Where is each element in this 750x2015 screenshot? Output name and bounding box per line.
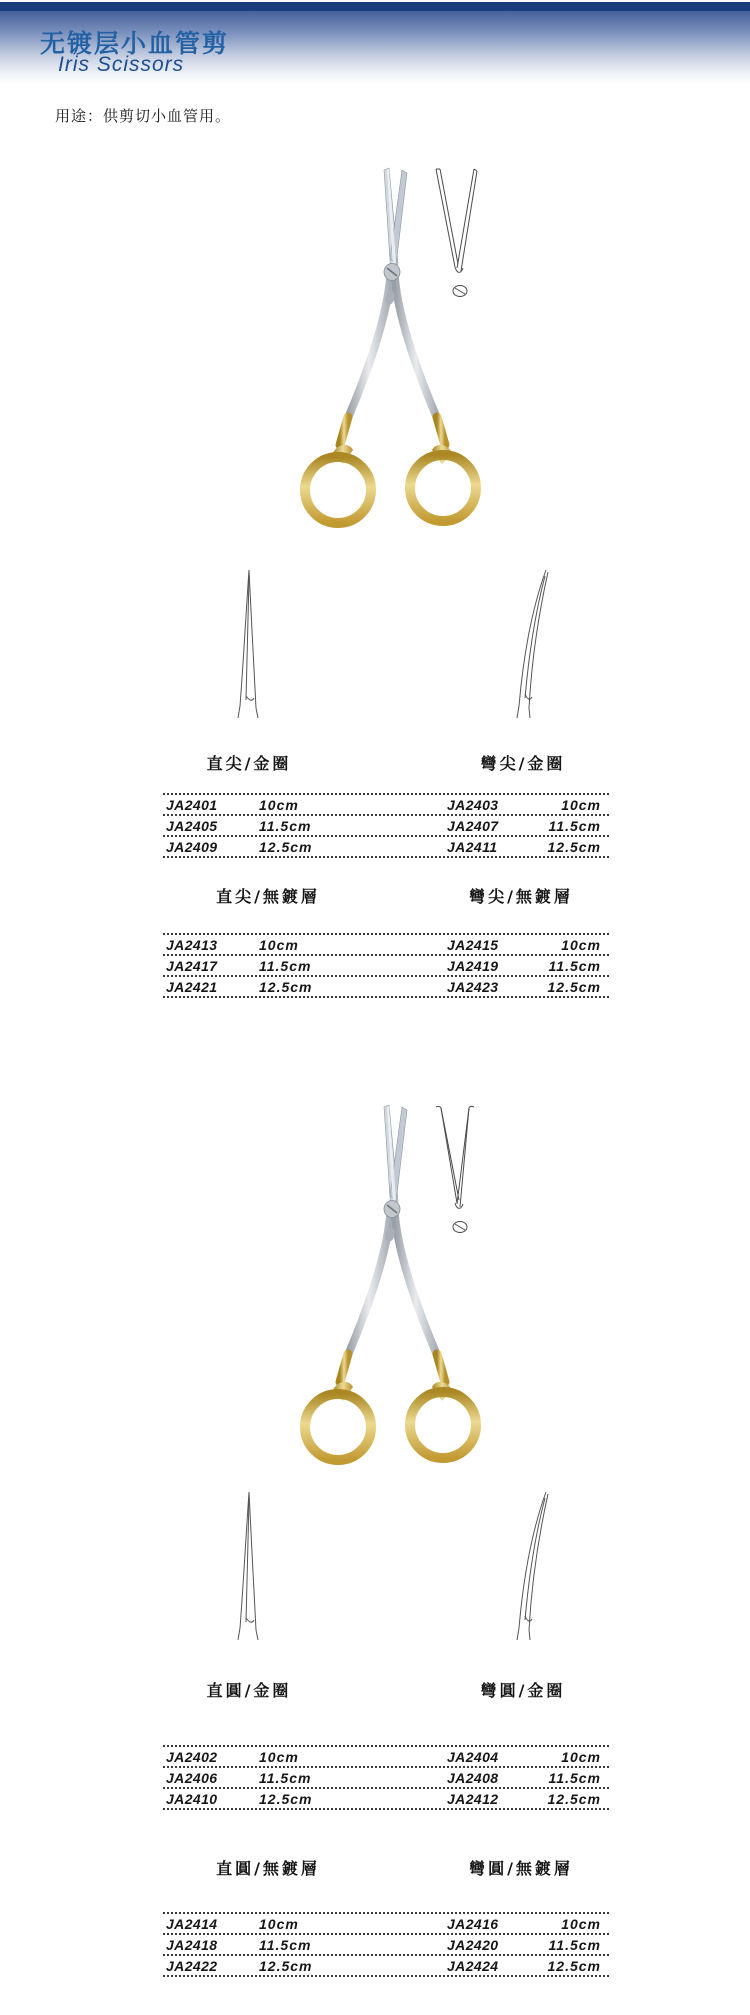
blade-tips-drawing-sharp (430, 167, 480, 315)
model-code: JA2408 (447, 1769, 499, 1786)
table-header-straight-sharp-gold: 直尖/金圈 (206, 754, 292, 773)
model-code: JA2401 (166, 796, 218, 813)
table-row (163, 1933, 609, 1954)
size-value: 10cm (259, 936, 299, 953)
table-row (163, 814, 609, 835)
size-value: 10cm (259, 1748, 299, 1765)
table-row (163, 1912, 609, 1933)
model-code: JA2420 (447, 1936, 499, 1953)
table-header-curved-blunt-gold: 彎圓/金圈 (480, 1681, 566, 1700)
size-value: 11.5cm (548, 1936, 601, 1953)
size-value: 10cm (561, 936, 601, 953)
straight-tip-drawing-sharp (236, 568, 262, 720)
table-header-curved-blunt-uncoated: 彎圓/無鍍層 (469, 1859, 573, 1878)
table-row (163, 1745, 609, 1766)
model-code: JA2407 (447, 817, 499, 834)
size-value: 12.5cm (259, 1957, 313, 1974)
size-value: 12.5cm (547, 1957, 601, 1974)
size-value: 12.5cm (259, 978, 313, 995)
model-code: JA2416 (447, 1915, 499, 1932)
size-value: 11.5cm (259, 817, 312, 834)
size-value: 10cm (561, 796, 601, 813)
catalog-table-sharp-gold (163, 793, 609, 858)
model-code: JA2413 (166, 936, 218, 953)
size-value: 10cm (561, 1915, 601, 1932)
model-code: JA2421 (166, 978, 218, 995)
page-title: 无镀层小血管剪 (40, 30, 230, 58)
size-value: 11.5cm (259, 1936, 312, 1953)
model-code: JA2402 (166, 1748, 218, 1765)
model-code: JA2403 (447, 796, 499, 813)
size-value: 11.5cm (259, 957, 312, 974)
table-header-curved-sharp-gold: 彎尖/金圈 (480, 754, 566, 773)
table-row (163, 1954, 609, 1975)
catalog-table-sharp-uncoated (163, 933, 609, 998)
curved-tip-drawing-sharp (512, 568, 552, 720)
model-code: JA2406 (166, 1769, 218, 1786)
straight-tip-drawing-blunt (236, 1490, 262, 1642)
size-value: 11.5cm (548, 957, 601, 974)
model-code: JA2418 (166, 1936, 218, 1953)
table-row (163, 1766, 609, 1787)
table-row (163, 793, 609, 814)
size-value: 10cm (259, 796, 299, 813)
model-code: JA2411 (447, 838, 498, 855)
table-row (163, 933, 609, 954)
model-code: JA2419 (447, 957, 499, 974)
size-value: 10cm (259, 1915, 299, 1932)
model-code: JA2424 (447, 1957, 499, 1974)
blade-tips-drawing-blunt (430, 1103, 480, 1251)
table-row (163, 835, 609, 856)
table-header-straight-sharp-uncoated: 直尖/無鍍層 (216, 887, 320, 906)
size-value: 11.5cm (548, 1769, 601, 1786)
model-code: JA2415 (447, 936, 499, 953)
model-code: JA2410 (166, 1790, 218, 1807)
model-code: JA2404 (447, 1748, 499, 1765)
catalog-table-blunt-gold (163, 1745, 609, 1810)
table-row (163, 954, 609, 975)
table-row (163, 1787, 609, 1808)
size-value: 12.5cm (259, 838, 313, 855)
model-code: JA2423 (447, 978, 499, 995)
model-code: JA2414 (166, 1915, 218, 1932)
table-header-straight-blunt-gold: 直圓/金圈 (206, 1681, 292, 1700)
model-code: JA2417 (166, 957, 218, 974)
size-value: 11.5cm (548, 817, 601, 834)
header-navy-bar (0, 2, 750, 11)
curved-tip-drawing-blunt (512, 1490, 552, 1642)
table-row (163, 975, 609, 996)
model-code: JA2412 (447, 1790, 499, 1807)
model-code: JA2405 (166, 817, 218, 834)
usage-text: 用途：供剪切小血管用。 (55, 108, 232, 125)
size-value: 11.5cm (259, 1769, 312, 1786)
table-header-straight-blunt-uncoated: 直圓/無鍍層 (216, 1859, 320, 1878)
size-value: 12.5cm (547, 978, 601, 995)
size-value: 12.5cm (547, 1790, 601, 1807)
model-code: JA2409 (166, 838, 218, 855)
catalog-table-blunt-uncoated (163, 1912, 609, 1977)
table-header-curved-sharp-uncoated: 彎尖/無鍍層 (469, 887, 573, 906)
size-value: 10cm (561, 1748, 601, 1765)
page-subtitle: Iris Scissors (58, 53, 185, 76)
size-value: 12.5cm (547, 838, 601, 855)
size-value: 12.5cm (259, 1790, 313, 1807)
model-code: JA2422 (166, 1957, 218, 1974)
